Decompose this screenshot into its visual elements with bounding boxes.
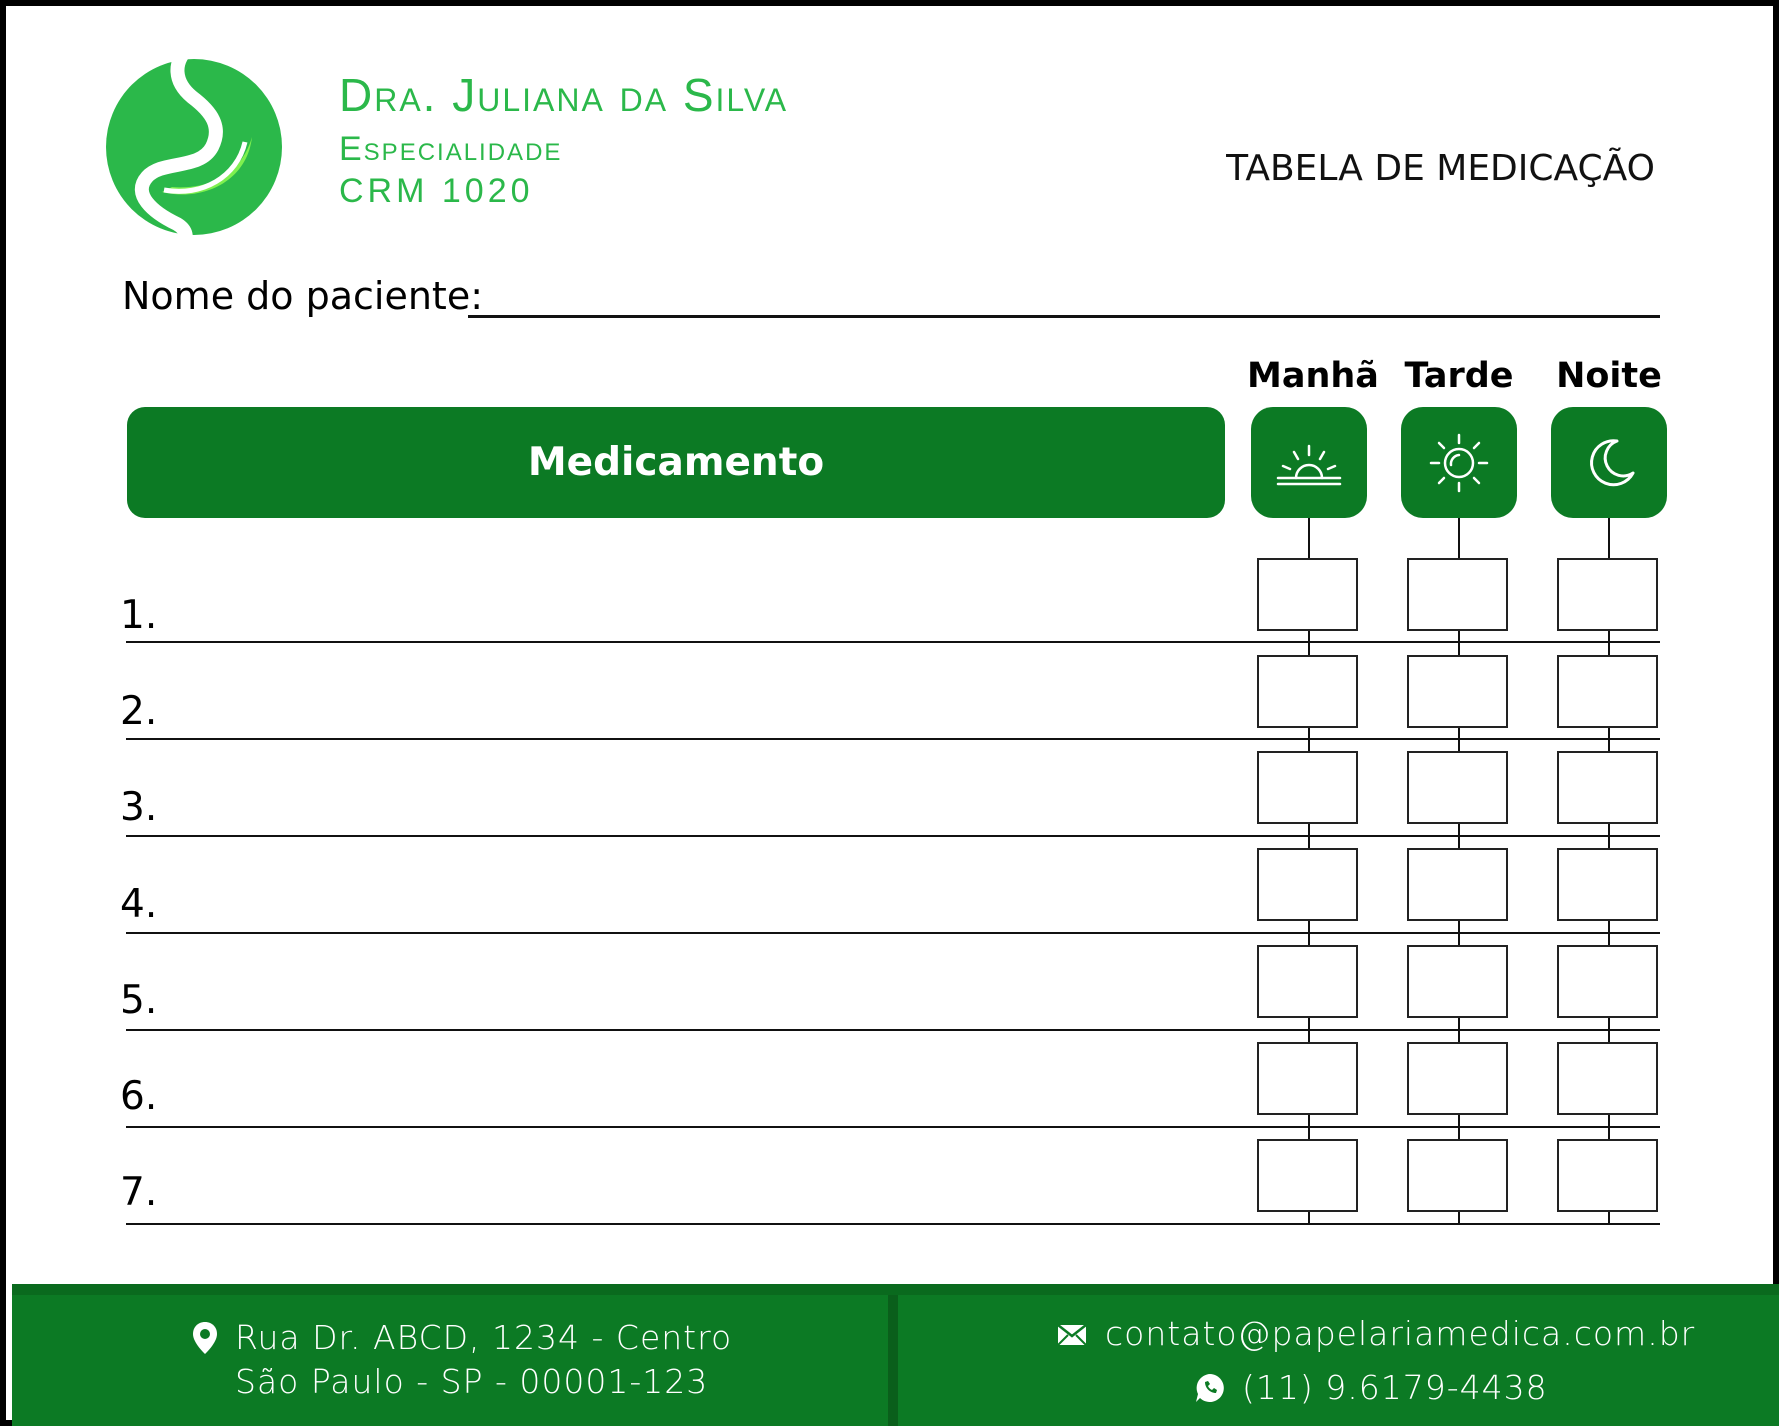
period-label-afternoon: Tarde <box>1404 356 1514 396</box>
whatsapp-icon <box>1194 1372 1226 1404</box>
row-number-6: 6. <box>120 1074 158 1119</box>
footer <box>12 1284 1779 1426</box>
checkbox-row7-afternoon[interactable] <box>1407 1139 1508 1212</box>
contact-email[interactable]: contato@papelariamedica.com.br <box>1105 1314 1696 1353</box>
checkbox-row4-afternoon[interactable] <box>1407 848 1508 921</box>
medication-header: Medicamento <box>127 407 1225 518</box>
period-label-morning: Manhã <box>1247 356 1379 396</box>
sun-icon <box>1427 431 1491 495</box>
checkbox-row7-night[interactable] <box>1557 1139 1658 1212</box>
checkbox-row6-night[interactable] <box>1557 1042 1658 1115</box>
doctor-specialty: Especialidade <box>339 130 563 168</box>
medication-line-6[interactable] <box>126 1126 1660 1128</box>
address-line-1: Rua Dr. ABCD, 1234 - Centro <box>235 1318 733 1357</box>
row-number-1: 1. <box>120 593 158 638</box>
footer-top-border <box>12 1284 1779 1295</box>
row-number-3: 3. <box>120 785 158 830</box>
doctor-name: Dra. Juliana da Silva <box>339 69 789 121</box>
patient-name-field[interactable] <box>468 315 1660 318</box>
medication-line-5[interactable] <box>126 1029 1660 1031</box>
checkbox-row2-morning[interactable] <box>1257 655 1358 728</box>
period-afternoon-header <box>1401 407 1517 518</box>
medication-line-7[interactable] <box>126 1223 1660 1225</box>
medication-line-2[interactable] <box>126 738 1660 740</box>
moon-icon <box>1579 433 1639 493</box>
email-icon <box>1057 1324 1087 1346</box>
checkbox-row1-morning[interactable] <box>1257 558 1358 631</box>
contact-phone[interactable]: (11) 9.6179-4438 <box>1242 1368 1548 1407</box>
row-number-5: 5. <box>120 978 158 1023</box>
row-number-2: 2. <box>120 689 158 734</box>
period-label-night: Noite <box>1556 356 1662 396</box>
row-number-4: 4. <box>120 882 158 927</box>
checkbox-row2-night[interactable] <box>1557 655 1658 728</box>
sunrise-icon <box>1274 438 1344 488</box>
stomach-logo-icon <box>102 42 292 247</box>
checkbox-row3-night[interactable] <box>1557 751 1658 824</box>
checkbox-row2-afternoon[interactable] <box>1407 655 1508 728</box>
checkbox-row7-morning[interactable] <box>1257 1139 1358 1212</box>
checkbox-row1-afternoon[interactable] <box>1407 558 1508 631</box>
checkbox-row4-morning[interactable] <box>1257 848 1358 921</box>
medication-line-3[interactable] <box>126 835 1660 837</box>
checkbox-row5-night[interactable] <box>1557 945 1658 1018</box>
address-line-2: São Paulo - SP - 00001-123 <box>235 1362 709 1401</box>
checkbox-row6-morning[interactable] <box>1257 1042 1358 1115</box>
medication-line-4[interactable] <box>126 932 1660 934</box>
checkbox-row5-afternoon[interactable] <box>1407 945 1508 1018</box>
checkbox-row3-morning[interactable] <box>1257 751 1358 824</box>
checkbox-row3-afternoon[interactable] <box>1407 751 1508 824</box>
patient-name-label: Nome do paciente: <box>122 274 483 318</box>
document-title: TABELA DE MEDICAÇÃO <box>1226 148 1655 189</box>
checkbox-row5-morning[interactable] <box>1257 945 1358 1018</box>
checkbox-row1-night[interactable] <box>1557 558 1658 631</box>
doctor-crm: CRM 1020 <box>339 172 534 210</box>
row-number-7: 7. <box>120 1170 158 1215</box>
footer-divider <box>888 1295 898 1426</box>
period-night-header <box>1551 407 1667 518</box>
period-morning-header <box>1251 407 1367 518</box>
location-pin-icon <box>192 1321 218 1355</box>
checkbox-row4-night[interactable] <box>1557 848 1658 921</box>
checkbox-row6-afternoon[interactable] <box>1407 1042 1508 1115</box>
medication-line-1[interactable] <box>126 641 1660 643</box>
